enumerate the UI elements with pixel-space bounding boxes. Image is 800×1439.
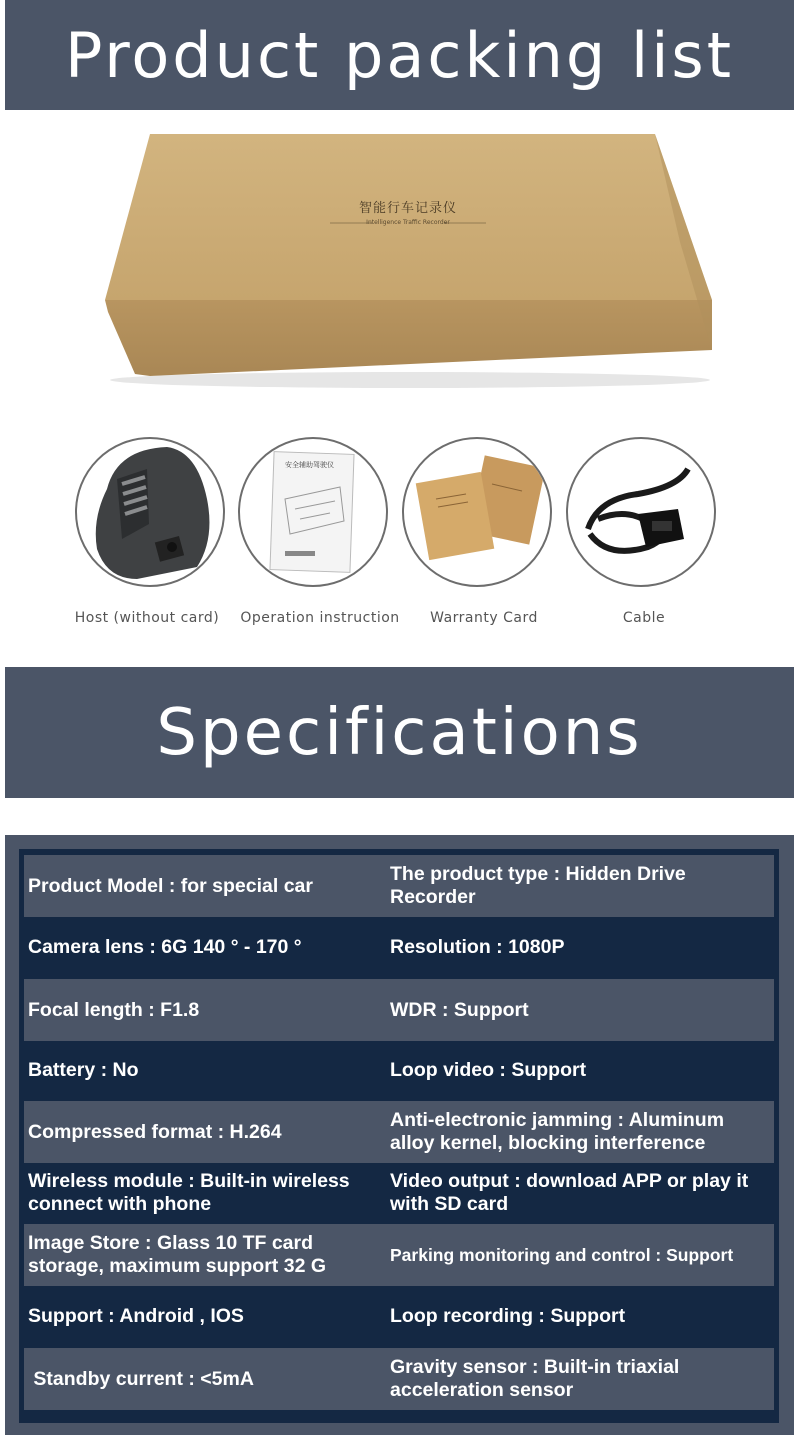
spec-table — [19, 849, 779, 1423]
packing-item-caption: Warranty Card — [430, 610, 538, 626]
spec-left: Camera lens : 6G 140 ° - 170 ° — [28, 935, 302, 958]
spec-right: Anti-electronic jamming : Aluminum alloy kernel, blocking interference — [390, 1109, 725, 1154]
manual-booklet-icon — [238, 437, 388, 587]
spec-right: Video output : download APP or play it with SD card — [390, 1170, 749, 1215]
spec-left: Focal length : F1.8 — [28, 998, 200, 1021]
box-label-cn: 智能行车记录仪 — [358, 201, 458, 216]
packing-item-caption: Host (without card) — [74, 610, 220, 626]
obd-cable-icon — [566, 437, 716, 587]
spec-table-frame — [5, 835, 794, 1435]
spec-right: Resolution : 1080P — [390, 935, 565, 958]
specifications-banner — [5, 667, 794, 798]
spec-left: Image Store : Glass 10 TF card storage, maximum support 32 G — [28, 1232, 326, 1277]
svg-text:安全辅助驾驶仪: 安全辅助驾驶仪 — [285, 461, 334, 469]
spec-left: Standby current : <5mA — [28, 1367, 254, 1390]
table-row — [24, 1101, 774, 1163]
table-row — [24, 1348, 774, 1410]
packing-list-banner — [5, 0, 794, 110]
table-row — [24, 1163, 774, 1223]
camera-host-icon — [75, 437, 225, 587]
table-row — [24, 1286, 774, 1346]
spec-right: Loop recording : Support — [390, 1304, 626, 1327]
table-row — [24, 1041, 774, 1099]
table-row — [24, 1224, 774, 1286]
spec-right: Parking monitoring and control : Support — [390, 1244, 734, 1265]
spec-right: WDR : Support — [390, 998, 529, 1021]
warranty-card-icon — [402, 437, 552, 587]
spec-left: Wireless module : Built-in wireless connect with phone — [28, 1170, 350, 1215]
packing-list-title: Product packing list — [64, 18, 735, 92]
table-row — [24, 917, 774, 977]
spec-right: The product type : Hidden Drive Recorder — [390, 863, 686, 908]
spec-right: Gravity sensor : Built-in triaxial acceleration sensor — [390, 1356, 680, 1401]
specifications-title: Specifications — [156, 695, 643, 770]
product-box-image — [0, 112, 800, 402]
spec-left: Battery : No — [28, 1058, 139, 1081]
spec-left: Product Model : for special car — [28, 874, 313, 897]
spec-right: Loop video : Support — [390, 1058, 587, 1081]
packing-item-caption: Operation instruction — [240, 610, 400, 626]
spec-left: Compressed format : H.264 — [28, 1120, 282, 1143]
packing-item-caption: Cable — [622, 610, 666, 626]
box-label-en: Intelligence Traffic Recorder — [366, 219, 450, 226]
table-row — [24, 855, 774, 917]
table-row — [24, 979, 774, 1041]
spec-left: Support : Android , IOS — [28, 1304, 244, 1327]
